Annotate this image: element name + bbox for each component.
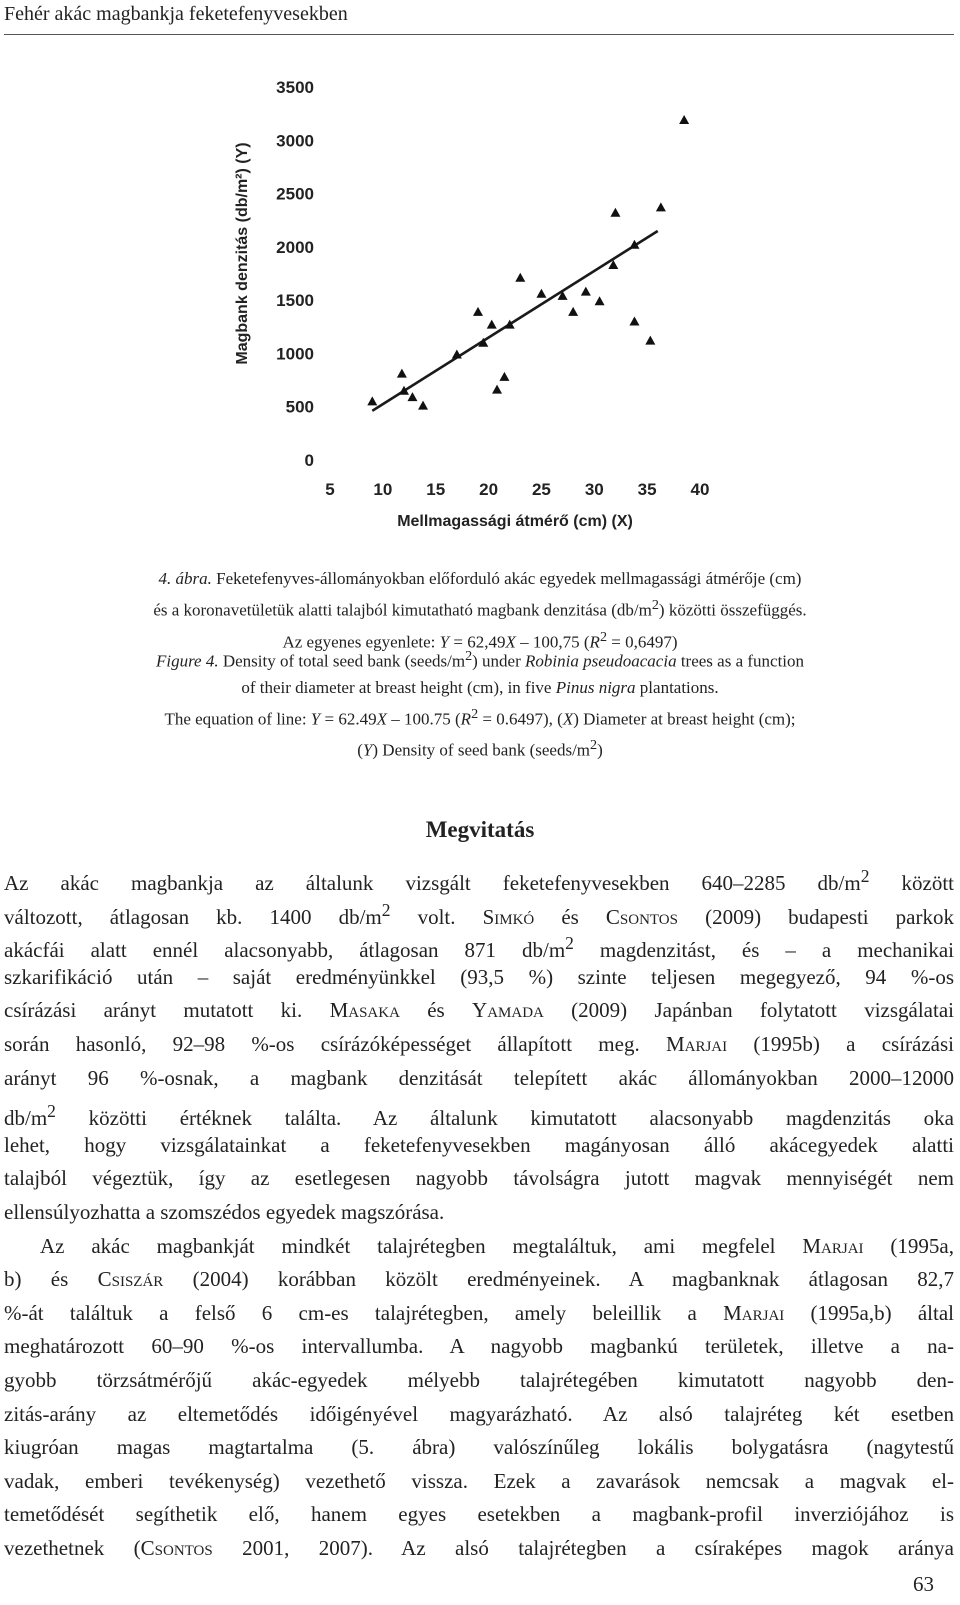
x-axis-label: Mellmagassági átmérő (cm) (X) [397, 513, 633, 530]
regression-line [372, 231, 657, 411]
caption-en-line-3: The equation of line: Y = 62.49X – 100.75 $(R^2 = 0.6497)$, (X) Diameter at breast height (cm); [164, 705, 796, 729]
author-name: Csontos [605, 904, 678, 929]
text-line: Az akác magbankját mindkét talajrétegben megtaláltuk, ami megfelel Marjai (1995a, [40, 1233, 954, 1258]
data-point [629, 316, 639, 325]
y-tick-label: 1500 [276, 291, 314, 311]
data-point [473, 307, 483, 316]
data-point [399, 386, 409, 395]
data-point [492, 385, 502, 394]
running-head-title: Fehér akác magbankja feketefenyvesekben [4, 3, 348, 25]
text-line: akácfái alatt ennél alacsonyabb, átlagosan 871 $db/m^2$ magdenzitást, és – a mechanikai [4, 933, 954, 963]
running-head [4, 0, 954, 35]
data-point [645, 336, 655, 345]
text-line: talajból végeztük, így az esetlegesen nagyobb távolságra jutott magvak mennyiségét nem [4, 1166, 954, 1191]
data-point [581, 287, 591, 296]
author-name: Simkó [482, 904, 535, 929]
caption-en-line-1: Figure 4. Density of total seed bank $(seeds/m^2)$ under Robinia pseudoacacia trees as a function [155, 648, 805, 671]
data-point [367, 396, 377, 405]
text-line: vezethetnek (Csontos 2001, 2007). Az alsó talajrétegben a csíraképes magok aránya [4, 1535, 954, 1560]
body-text [4, 860, 954, 1565]
text-line: változott, átlagosan kb. 1400 $db/m^2$ volt. Simkó és Csontos (2009) budapesti parkok [4, 899, 955, 929]
data-point [407, 392, 417, 401]
data-point [499, 372, 509, 381]
y-tick-label: 3000 [276, 131, 314, 151]
page-number: 63 [913, 1572, 934, 1596]
data-point [595, 296, 605, 305]
data-point [656, 202, 666, 211]
author-name: Marjai [723, 1300, 785, 1325]
figure-caption-hu [0, 566, 960, 655]
x-tick-label: 30 [584, 480, 604, 499]
data-point [536, 289, 546, 298]
x-tick-label: 15 [426, 480, 446, 499]
figure-caption-en [0, 643, 960, 764]
author-name: Csontos [140, 1535, 213, 1560]
author-name: Marjai [665, 1031, 728, 1056]
data-point [487, 320, 497, 329]
author-name: Marjai [802, 1233, 864, 1258]
text-line: temetődését segíthetik elő, hanem egyes esetekben a magbank-profil inverziójához is [4, 1502, 954, 1527]
data-point [418, 401, 428, 410]
x-tick-label: 20 [479, 480, 499, 499]
data-point [610, 208, 620, 217]
caption-hu-line-2: és a koronavetületük alatti talajból kimutatható magbank denzitása $(db/m^2)$ közötti összefüggés. [153, 597, 807, 620]
text-line: lehet, hogy vizsgálatainkat a feketefenyvesekben magányosan álló akácegyedek alatti [4, 1132, 954, 1157]
x-tick-label: 40 [690, 480, 710, 499]
text-line: meghatározott 60–90 %-os intervallumba. A nagyobb magbankú területek, illetve a na- [4, 1334, 954, 1359]
text-line: során hasonló, 92–98 %-os csírázóképességet állapított meg. Marjai (1995b) a csírázási [4, 1031, 954, 1056]
author-name: Yamada [472, 998, 544, 1023]
data-point [568, 307, 578, 316]
author-name: Csiszár [97, 1267, 164, 1292]
data-point [679, 115, 689, 124]
text-line: Az akác magbankja az általunk vizsgált feketefenyvesekben 640–2285 $db/m^2$ között [4, 866, 954, 895]
text-line: kiugróan magas magtartalma (5. ábra) valószínűleg lokális bolygatásra (nagytestű [4, 1435, 954, 1460]
text-line: $db/m^2$ közötti értéknek találta. Az általunk kimutatott alacsonyabb magdenzitás oka [4, 1101, 954, 1131]
caption-en-label: Figure 4. [155, 651, 219, 671]
caption-hu-label: 4. ábra. [158, 569, 212, 588]
y-tick-label: 1000 [276, 344, 314, 364]
text-line: arányt 96 %-osnak, a magbank denzitását telepített akác állományokban 2000–12000 [4, 1065, 954, 1090]
caption-en-line-4: (Y) Density of seed bank $(seeds/m^2)$ [357, 737, 603, 760]
y-axis-label: Magbank denzitás (db/m²) (Y) [234, 142, 251, 365]
y-tick-label: 0 [304, 451, 314, 470]
data-point [397, 369, 407, 378]
y-tick-label: 2000 [276, 237, 314, 257]
x-tick-label: 35 [637, 480, 657, 499]
text-line: csírázási arányt mutatott ki. Masaka és Yamada (2009) Japánban folytatott vizsgálatai [4, 998, 954, 1023]
text-line: zitás-arány az eltemetődés időigényével magyarázható. Az alsó talajréteg két esetben [4, 1401, 954, 1426]
text-line: b) és Csiszár (2004) korábban közölt eredményeinek. A magbanknak átlagosan 82,7 [4, 1267, 954, 1292]
author-name: Masaka [329, 998, 400, 1023]
scatter-chart [220, 70, 720, 540]
data-point [515, 273, 525, 282]
section-title: Megvitatás [425, 817, 535, 842]
caption-hu-equation: Az egyenes egyenlete: Y = 62,49X – 100,75 $(R^2 = 0,6497)$ [282, 628, 678, 652]
x-tick-label: 10 [373, 480, 393, 499]
x-tick-label: 5 [325, 480, 335, 499]
y-tick-label: 2500 [276, 184, 314, 204]
text-line: gyobb törzsátmérőjű akác-egyedek mélyebb talajrétegében kimutatott nagyobb den- [4, 1367, 954, 1392]
caption-en-line-2: of their diameter at breast height (cm), in five Pinus nigra plantations. [241, 677, 719, 697]
text-line: szkarifikáció után – saját eredményünkkel (93,5 %) szinte teljesen megegyező, 94 %-os [4, 964, 954, 989]
x-tick-label: 25 [531, 480, 551, 499]
text-line: %-át találtuk a felső 6 cm-es talajrétegben, amely beleillik a Marjai (1995a,b) által [4, 1300, 954, 1325]
y-tick-label: 3500 [276, 78, 314, 97]
y-tick-label: 500 [285, 397, 314, 417]
caption-hu-line-1: 4. ábra. Feketefenyves-állományokban előforduló akác egyedek mellmagassági átmérője (cm) [158, 569, 802, 588]
text-line: ellensúlyozhatta a szomszédos egyedek magszórása. [4, 1199, 445, 1224]
text-line: vadak, emberi tevékenység) vezethető vissza. Ezek a zavarások nemcsak a magvak el- [4, 1468, 954, 1493]
